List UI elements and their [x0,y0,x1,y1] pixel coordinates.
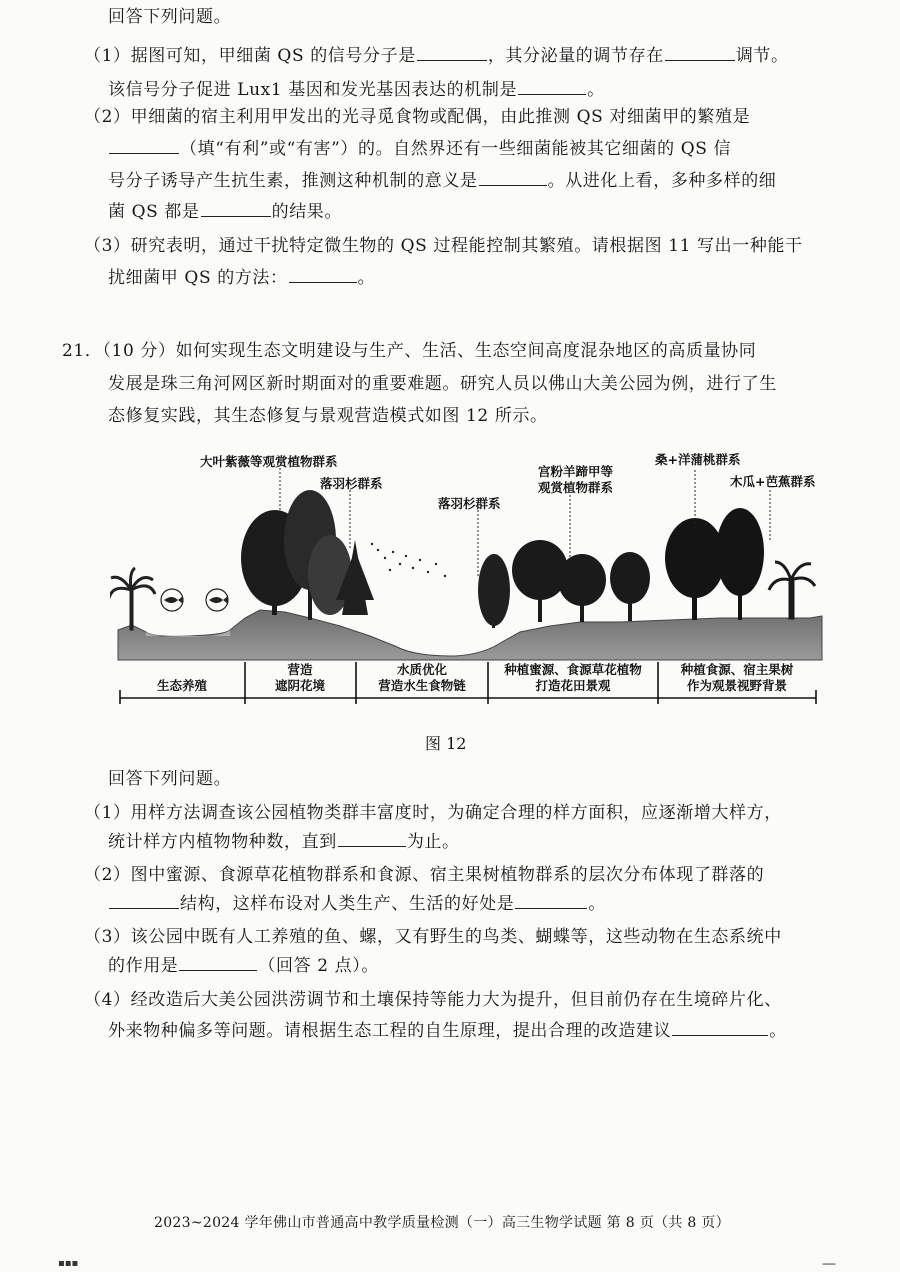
corner-mark-right: — [822,1256,836,1272]
q21-p2-line2 [108,893,606,915]
answer-blank[interactable] [518,79,586,95]
q20-p2-line1: （2）甲细菌的宿主利用甲发出的光寻觅食物或配偶，由此推测 QS 对细菌甲的繁殖是 [84,107,751,127]
q20-p3-text-b: 。 [357,268,376,288]
answer-blank[interactable] [289,267,357,283]
zone-2-label-1: 营造 [287,662,313,677]
zone-1-label: 生态养殖 [156,678,208,693]
label-luoyushan-middle: 落羽杉群系 [438,496,501,511]
label-gongfen-2: 观赏植物群系 [538,480,614,495]
q21-p3-line1: （3）该公园中既有人工养殖的鱼、螺，又有野生的鸟类、蝴蝶等，这些动物在生态系统中 [84,927,782,947]
q21-p2-text-b: 。 [588,894,607,914]
q20-p1-text-d: 该信号分子促进 Lux1 基因和发光基因表达的机制是 [108,80,518,100]
q21-p4-line1: （4）经改造后大美公园洪涝调节和土壤保持等能力大为提升，但目前仍存在生境碎片化、 [84,990,782,1010]
q21-p3-text-a: 的作用是 [108,956,179,976]
bird-flock [371,543,446,577]
banana-tree-right [769,562,815,618]
q20-p1-text-c: 调节。 [735,46,789,66]
q21-intro: 回答下列问题。 [108,769,232,789]
q21-line2: 发展是珠三角河网区新时期面对的重要难题。研究人员以佛山大美公园为例，进行了生 [108,374,777,394]
figure-caption: 图 12 [425,734,467,753]
answer-blank[interactable] [515,893,587,909]
label-sang: 桑+洋蒲桃群系 [655,452,741,467]
q20-p1-text-a: （1）据图可知，甲细菌 QS 的信号分子是 [84,46,416,66]
answer-blank[interactable] [479,170,547,186]
q21-p1-line1: （1）用样方法调查该公园植物类群丰富度时，为确定合理的样方面积，应逐渐增大样方， [84,803,782,823]
q21-p1-text-b: 为止。 [406,832,460,852]
q21-p2-line1: （2）图中蜜源、食源草花植物群系和食源、宿主果树植物群系的层次分布体现了群落的 [84,865,765,885]
fish-icon [161,589,183,611]
figure-12-landscape-diagram [110,440,830,710]
q20-p2-line2 [108,138,731,160]
q20-p2-text-d: 菌 QS 都是 [108,202,200,222]
zone-5-label-1: 种植食源、宿主果树 [680,662,794,677]
q21-p2-text-a: 结构，这样布设对人类生产、生活的好处是 [180,894,515,914]
zone-2-label-2: 遮阴花境 [274,678,326,693]
q20-p3-line2 [108,267,375,289]
tree-luoyushan-middle [478,554,510,628]
q20-p2-text-c: 。从进化上看，多种多样的细 [547,171,777,191]
q21-p4-text-a: 外来物种偏多等问题。请根据生态工程的自生原理，提出合理的改造建议 [108,1021,672,1041]
answer-blank[interactable] [417,45,487,61]
q20-p3-text-a: 扰细菌甲 QS 的方法： [108,268,288,288]
q21-line3: 态修复实践，其生态修复与景观营造模式如图 12 所示。 [108,406,548,426]
label-dayezi: 大叶紫薇等观赏植物群系 [200,454,338,469]
label-luoyushan-left: 落羽杉群系 [320,476,383,491]
q21-p1-text-a: 统计样方内植物物种数，直到 [108,832,337,852]
answer-blank[interactable] [179,955,257,971]
q20-p1-line1 [84,45,789,67]
q20-p1-line2 [108,79,605,101]
answer-blank[interactable] [109,893,179,909]
q20-p2-text-a: （填“有利”或“有害”）的。自然界还有一些细菌能被其它细菌的 QS 信 [180,139,732,159]
zone-4-label-1: 种植蜜源、食源草花植物 [504,662,642,677]
q21-p1-line2 [108,831,460,853]
q21-p3-text-b: （回答 2 点）。 [258,956,379,976]
q20-p1-text-e: 。 [587,80,605,100]
q20-p1-text-b: ，其分泌量的调节存在 [487,46,664,66]
zone-4-label-2: 打造花田景观 [535,678,611,693]
label-gongfen: 宫粉羊蹄甲等 [538,464,614,479]
q21-line1: 21．（10 分）如何实现生态文明建设与生产、生活、生态空间高度混杂地区的高质量协同 [62,341,757,361]
palm-tree-left [110,568,155,630]
zone-3-label-1: 水质优化 [396,662,448,677]
q21-p4-line2 [108,1020,787,1042]
fish-icon [206,589,228,611]
q20-p2-text-b: 号分子诱导产生抗生素，推测这种机制的意义是 [108,171,478,191]
q20-intro: 回答下列问题。 [108,7,232,27]
tree-group-gongfen [512,540,650,622]
tree-group-sang [665,508,764,620]
q20-p2-line3 [108,170,776,192]
zone-3-label-2: 营造水生食物链 [378,678,466,693]
q21-p3-line2 [108,955,379,977]
q20-p2-line4 [108,201,342,223]
label-mugua: 木瓜+芭蕉群系 [730,474,816,489]
answer-blank[interactable] [665,45,735,61]
q20-p2-text-e: 的结果。 [271,202,342,222]
corner-mark-left: ▪▪▪ [58,1258,79,1269]
q21-p4-text-b: 。 [769,1021,787,1041]
answer-blank[interactable] [201,201,271,217]
zone-5-label-2: 作为观景视野背景 [686,678,788,693]
answer-blank[interactable] [672,1020,768,1036]
page-footer: 2023~2024 学年佛山市普通高中教学质量检测（一）高三生物学试题 第 8 页（共 8 页） [154,1215,730,1231]
answer-blank[interactable] [109,138,179,154]
tree-group-dayezi [241,490,352,620]
answer-blank[interactable] [338,831,406,847]
q20-p3-line1: （3）研究表明，通过干扰特定微生物的 QS 过程能控制其繁殖。请根据图 11 写出一种能干 [84,236,803,256]
